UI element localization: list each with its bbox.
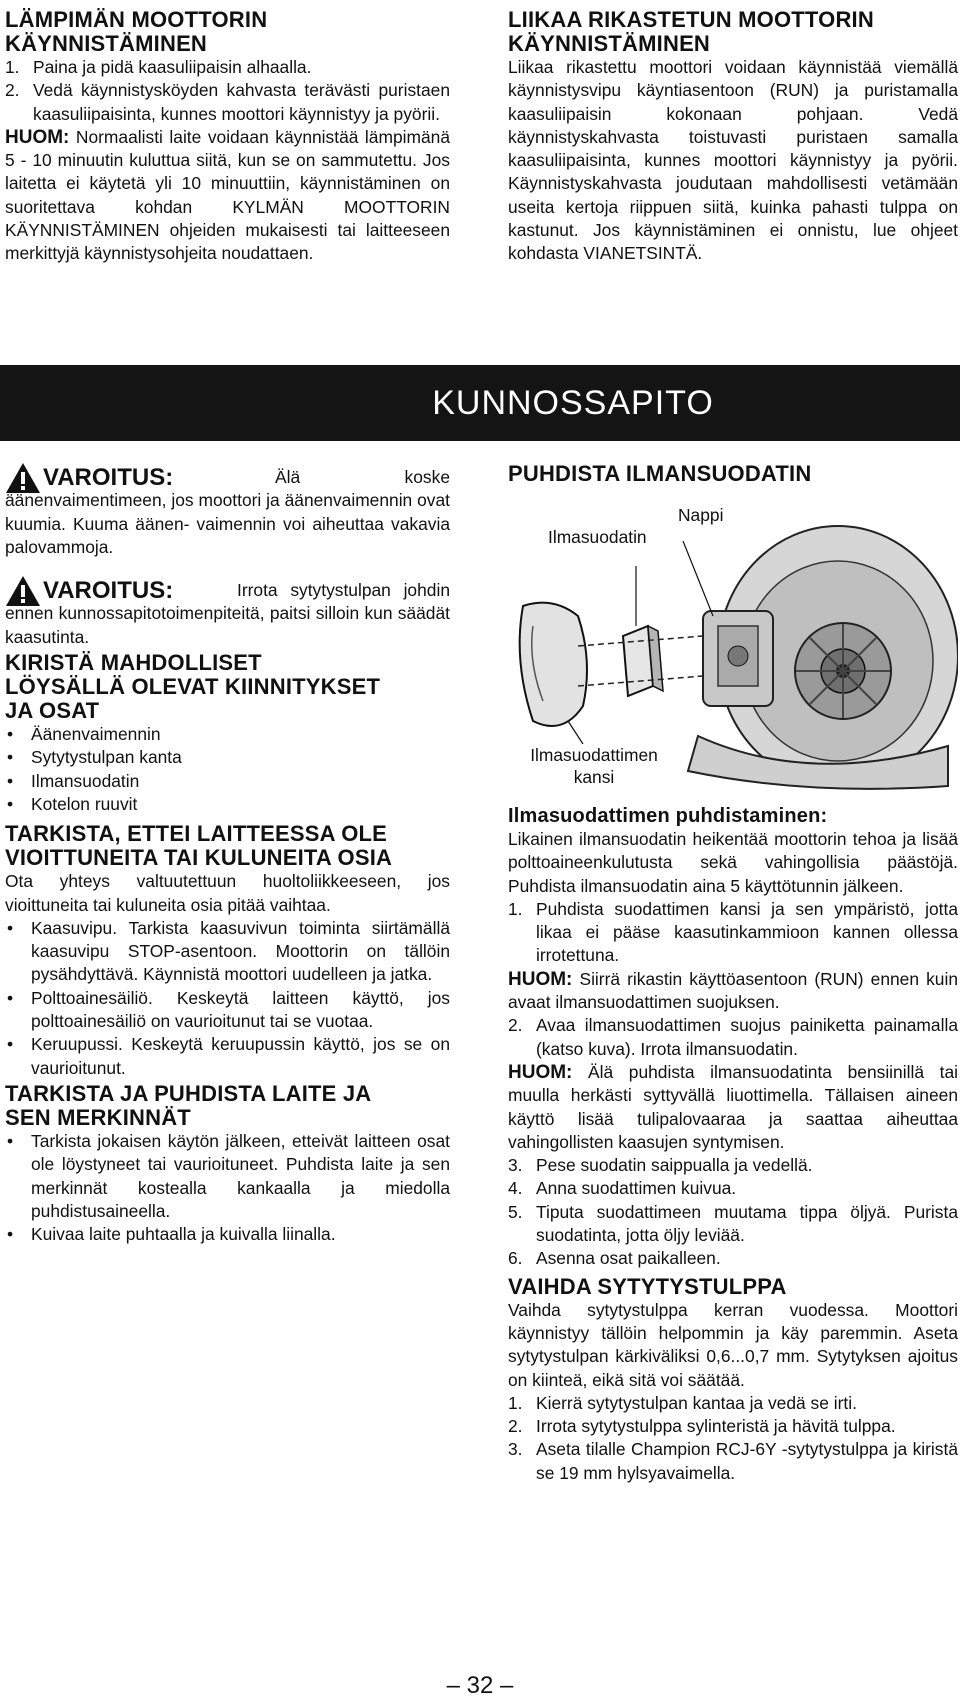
list-item: • Keruupussi. Keskeytä keruupussin käyttö, jos se on vaurioitunut. (7, 1034, 450, 1078)
filter-step-4: 4. Anna suodattimen kuivua. (508, 1178, 737, 1199)
list-item: • Kotelon ruuvit (7, 793, 138, 814)
plug-step-1: 1. Kierrä sytytystulpan kantaa ja vedä se irti. (508, 1392, 857, 1413)
list-item: • Kuivaa laite puhtaalla ja kuivalla liinalla. (7, 1224, 336, 1245)
spark-plug-text: Vaihda sytytystulppa kerran vuodessa. Moottori käynnistyy tällöin helpommin ja käy paremmin. Aseta sytytystulpan kärkiväliksi 0,6...0,7 mm. Sytytyksen ajoitus on kiinteä, eikä sitä voi säätää. (508, 1299, 958, 1390)
list-item: • Kaasuvipu. Tarkista kaasuvivun toiminta siirtämällä kaasuvipu STOP-asentoon. Moottorin on tällöin pysähdyttävä. Käynnistä moottori uudelleen ja jatka. (7, 917, 450, 985)
filter-step-5: 5. Tiputa suodattimeen muutama tippa öljyä. Purista suodatinta, jotta öljy leviää. (508, 1201, 958, 1246)
filter-cleaning-text: Likainen ilmansuodatin heikentää moottorin tehoa ja lisää polttoaineenkulutusta sekä vahingollisia päästöjä. Puhdista ilmansuodatin aina 5 käyttötunnin jälkeen. (508, 829, 958, 896)
list-item: • Polttoainesäiliö. Keskeytä laitteen käyttö, jos polttoainesäiliö on vaurioitunut tai se vuotaa. (7, 987, 450, 1032)
warm-note: HUOM: Normaalisti laite voidaan käynnistää lämpimänä 5 - 10 minuutin kuluttua siitä, kun se on sammutettu. Jos laitetta ei käytetä yli 10 minuuttiin, käynnistäminen on suoritettava kohdan KYLMÄN MOOTTORIN KÄYNNISTÄMINEN ohjeiden mukaisesti tai laitteeseen merkittyjä käynnistysohjeita noudattaen. (5, 126, 450, 264)
page-number: – 32 – (446, 1672, 514, 1699)
plug-step-2: 2. Irrota sytytystulppa sylinteristä ja hävitä tulppa. (508, 1416, 896, 1437)
maintenance-right-column (508, 462, 958, 1485)
warm-start-section (5, 8, 450, 266)
flooded-start-heading: LIIKAA RIKASTETUN MOOTTORIN KÄYNNISTÄMINEN (508, 7, 874, 56)
filter-note-1: HUOM: Siirrä rikastin käyttöasentoon (RUN) ennen kuin avaat ilmansuodattimen suojuksen. (508, 968, 958, 1013)
list-item: • Äänenvaimennin (7, 724, 161, 745)
warning-label: VAROITUS: (43, 577, 174, 605)
button-label: Nappi (678, 505, 724, 525)
warning-muffler-text: Älä koske äänenvaimentimeen, jos moottori ja äänenvaimennin ovat kuumia. Kuuma äänen- vaimennin voi aiheuttaa vakavia palovammoja. (5, 467, 450, 557)
warm-start-heading: LÄMPIMÄN MOOTTORIN KÄYNNISTÄMINEN (5, 7, 268, 56)
filter-cleaning-heading: Ilmasuodattimen puhdistaminen: (508, 805, 828, 827)
spark-plug-heading: VAIHDA SYTYTYSTULPPA (508, 1273, 787, 1299)
check-text: Ota yhteys valtuutettuun huoltoliikkeeseen, jos vioittuneita tai kuluneita osia pitää vaihtaa. (5, 871, 450, 915)
flooded-start-section (508, 8, 958, 266)
filter-step-6: 6. Asenna osat paikalleen. (508, 1248, 721, 1269)
list-item: • Ilmansuodatin (7, 770, 140, 791)
filter-cover-label: Ilmasuodattimen kansi (514, 744, 674, 788)
filter-step-1: 1. Puhdista suodattimen kansi ja sen ympäristö, jotta likaa ei pääse kaasutinkammioon kannen ollessa irrotettuna. (508, 898, 958, 966)
maintenance-left-column (5, 462, 450, 1246)
filter-step-3: 3. Pese suodatin saippualla ja vedellä. (508, 1155, 813, 1176)
maintenance-banner (0, 365, 960, 441)
check-heading: TARKISTA, ETTEI LAITTEESSA OLE VIOITTUNEITA TAI KULUNEITA OSIA (5, 821, 393, 871)
warning-label: VAROITUS: (43, 464, 174, 491)
maintenance-title: KUNNOSSAPITO (432, 383, 714, 422)
plug-step-3: 3. Aseta tilalle Champion RCJ-6Y -sytytystulppa ja kiristä se 19 mm hylsyavaimella. (508, 1439, 958, 1483)
filter-note-2: HUOM: Älä puhdista ilmansuodatinta bensiinillä tai muulla herkästi syttyvällä liuottimella. Tällaisen aineen käyttö lisää tulipalovaaraa ja saattaa aiheuttaa vahingollisten kaasujen syntymisen. (508, 1061, 958, 1152)
clean-heading: TARKISTA JA PUHDISTA LAITE JA SEN MERKINNÄT (5, 1080, 372, 1130)
warm-step-2: 2. Vedä käynnistysköyden kahvasta terävästi puristaen kaasuliipaisinta, kunnes moottori käynnistyy ja pyörii. (5, 80, 450, 124)
warm-step-1: 1. Paina ja pidä kaasuliipaisin alhaalla. (5, 57, 312, 77)
list-item: • Sytytystulpan kanta (7, 747, 182, 768)
list-item: • Tarkista jokaisen käytön jälkeen, etteivät laitteen osat ole löystyneet tai vaurioituneet. Puhdista laite ja sen merkinnät kostealla kankaalla ja miedolla puhdistusaineella. (7, 1130, 450, 1221)
tighten-heading: KIRISTÄ MAHDOLLISET LÖYSÄLLÄ OLEVAT KIINNITYKSET JA OSAT (5, 650, 381, 724)
air-filter-figure (508, 486, 958, 796)
flooded-start-text: Liikaa rikastettu moottori voidaan käynnistää viemällä käynnistysvipu käyntiasentoon (RUN) ja puristamalla kaasuliipaisin kokonaan pohjaan. Vedä käynnistyskahvasta toistuvasti puristaen samalla kaasuliipaisinta, kunnes moottori käynnistyy ja pyörii. Käynnistyskahvasta joudutaan mahdollisesti vetämään useita kertoja riippuen siitä, kuinka pahasti tulppa on kastunut. Jos käynnistäminen ei onnistu, lue ohjeet kohdasta VIANETSINTÄ. (508, 57, 958, 264)
filter-step-2: 2. Avaa ilmansuodattimen suojus painiketta painamalla (katso kuva). Irrota ilmansuodatin. (508, 1015, 958, 1059)
filter-heading: PUHDISTA ILMANSUODATIN (508, 461, 812, 486)
air-filter-label: Ilmasuodatin (548, 527, 647, 547)
warning-spark-plug-text: Irrota sytytystulpan johdin ennen kunnossapitotoimenpiteitä, paitsi silloin kun säädät kaasutinta. (5, 580, 450, 647)
